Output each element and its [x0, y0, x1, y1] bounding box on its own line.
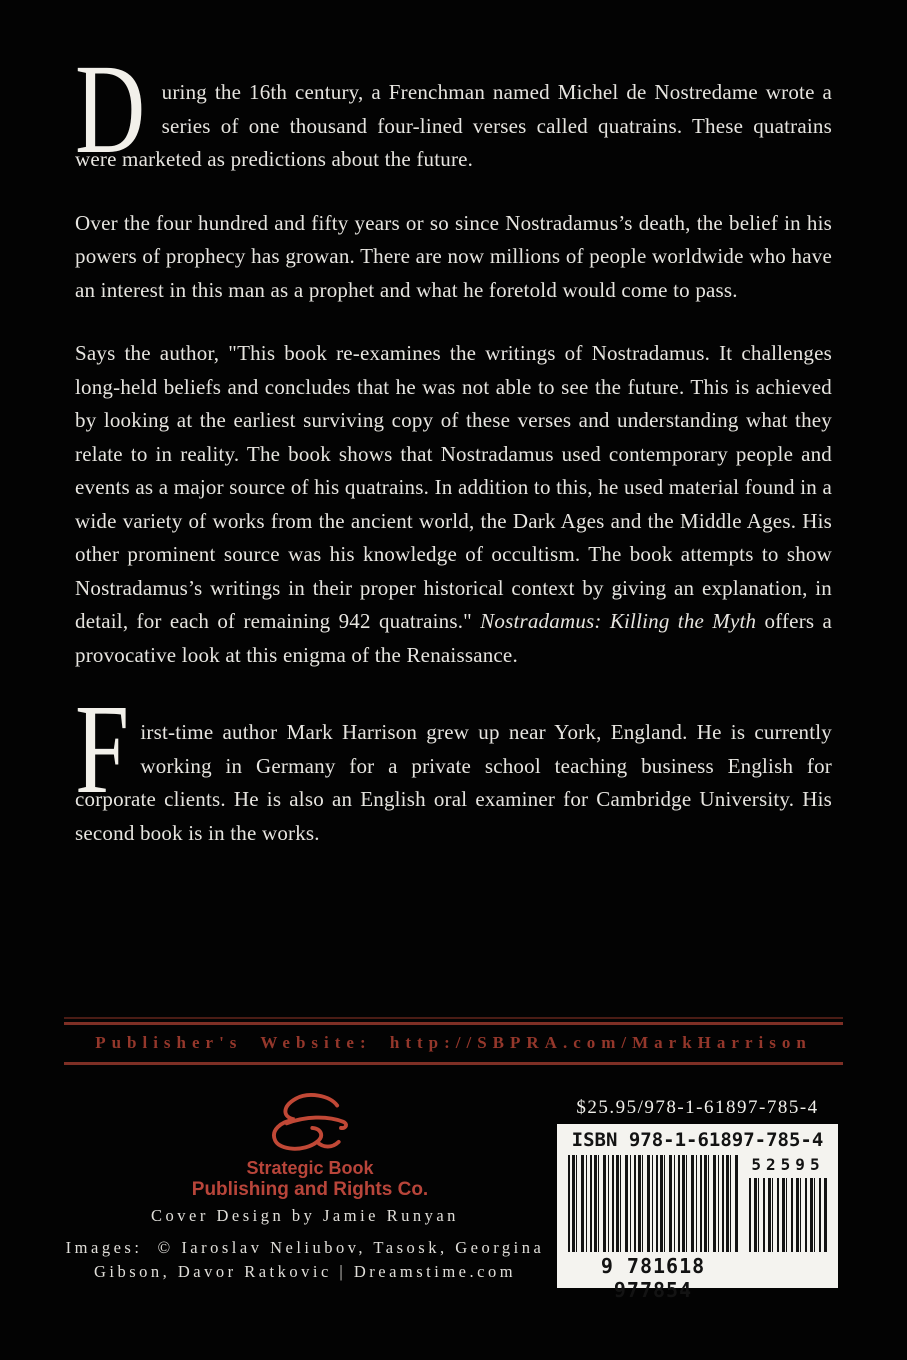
paragraph-1-text: uring the 16th century, a Frenchman named Michel de Nostredame wrote a series of one thousand four-lined verses called quatrains. These quatrains were marketed as predictions about the future. — [75, 80, 832, 171]
publisher-name — [75, 1157, 545, 1201]
supplement-barcode-column — [749, 1155, 827, 1302]
ean-barcode-column — [568, 1155, 738, 1302]
isbn-barcode — [557, 1124, 838, 1302]
synopsis-paragraph-3 — [75, 337, 832, 672]
price-isbn-text: $25.95/978-1-61897-785-4 — [576, 1097, 819, 1118]
author-bio-paragraph — [75, 678, 832, 850]
book-title-italic: Nostradamus: Killing the Myth — [480, 609, 757, 633]
publisher-name-line2: Publishing and Rights Co. — [191, 1179, 429, 1200]
ean-digits: 9 781618 977854 — [600, 1254, 706, 1302]
publisher-logo-icon — [262, 1090, 358, 1152]
paragraph-3-lead: Says the author, "This book re-examines the writings of Nostradamus. It challenges long-held beliefs and concludes that he was not able to see the future. This is achieved by looking at the earliest surviving copy of these verses and understanding what they relate to in reality. The book shows that Nostradamus used contemporary people and events as a major source of his quatrains. In addition to this, he used material found in a wide variety of works from the ancient world, the Dark Ages and the Middle Ages. His other prominent source was his knowledge of occultism. The book attempts to show Nostradamus’s writings in their proper historical context by giving an explanation, in detail, for each of remaining 942 quatrains." — [75, 341, 832, 633]
paragraph-2-text: Over the four hundred and fifty years or so since Nostradamus’s death, the belief in his powers of prophecy has growan. There are now millions of people worldwide who have an interest in this man as a prophet and what he foretold would come to pass. — [75, 210, 832, 302]
synopsis-paragraph-2 — [75, 207, 832, 308]
cover-design-credit: Cover Design by Jamie Runyan — [151, 1206, 459, 1225]
drop-cap-f: F — [75, 678, 130, 820]
publisher-website-text: Publisher's Website: http://SBPRA.com/MarkHarrison — [95, 1033, 812, 1052]
publisher-logo-block — [75, 1090, 545, 1201]
images-credit-line1: Images: © Iaroslav Neliubov, Tasosk, Georgina — [65, 1238, 545, 1257]
images-credit-line2: Gibson, Davor Ratkovic | Dreamstime.com — [93, 1262, 517, 1281]
publisher-website-banner — [64, 1022, 843, 1065]
supplement-bars-icon — [749, 1178, 827, 1252]
publisher-name-line1: Strategic Book — [246, 1158, 374, 1178]
synopsis-block — [75, 38, 833, 880]
author-bio-text: irst-time author Mark Harrison grew up near York, England. He is currently working in Germany for a private school teaching business English for corporate clients. He is also an English oral examiner for Cambridge University. His second book is in the works. — [75, 720, 832, 845]
paragraph-3-tail: offers a provocative look at this enigma of the Renaissance. — [75, 609, 833, 667]
supplement-digits: 52595 — [751, 1155, 825, 1174]
synopsis-paragraph-1 — [75, 38, 832, 180]
barcode-bars-row — [568, 1155, 827, 1302]
isbn-label: ISBN 978-1-61897-785-4 — [571, 1129, 824, 1151]
drop-cap-d: D — [75, 38, 146, 180]
ean-bars-icon — [568, 1155, 738, 1252]
